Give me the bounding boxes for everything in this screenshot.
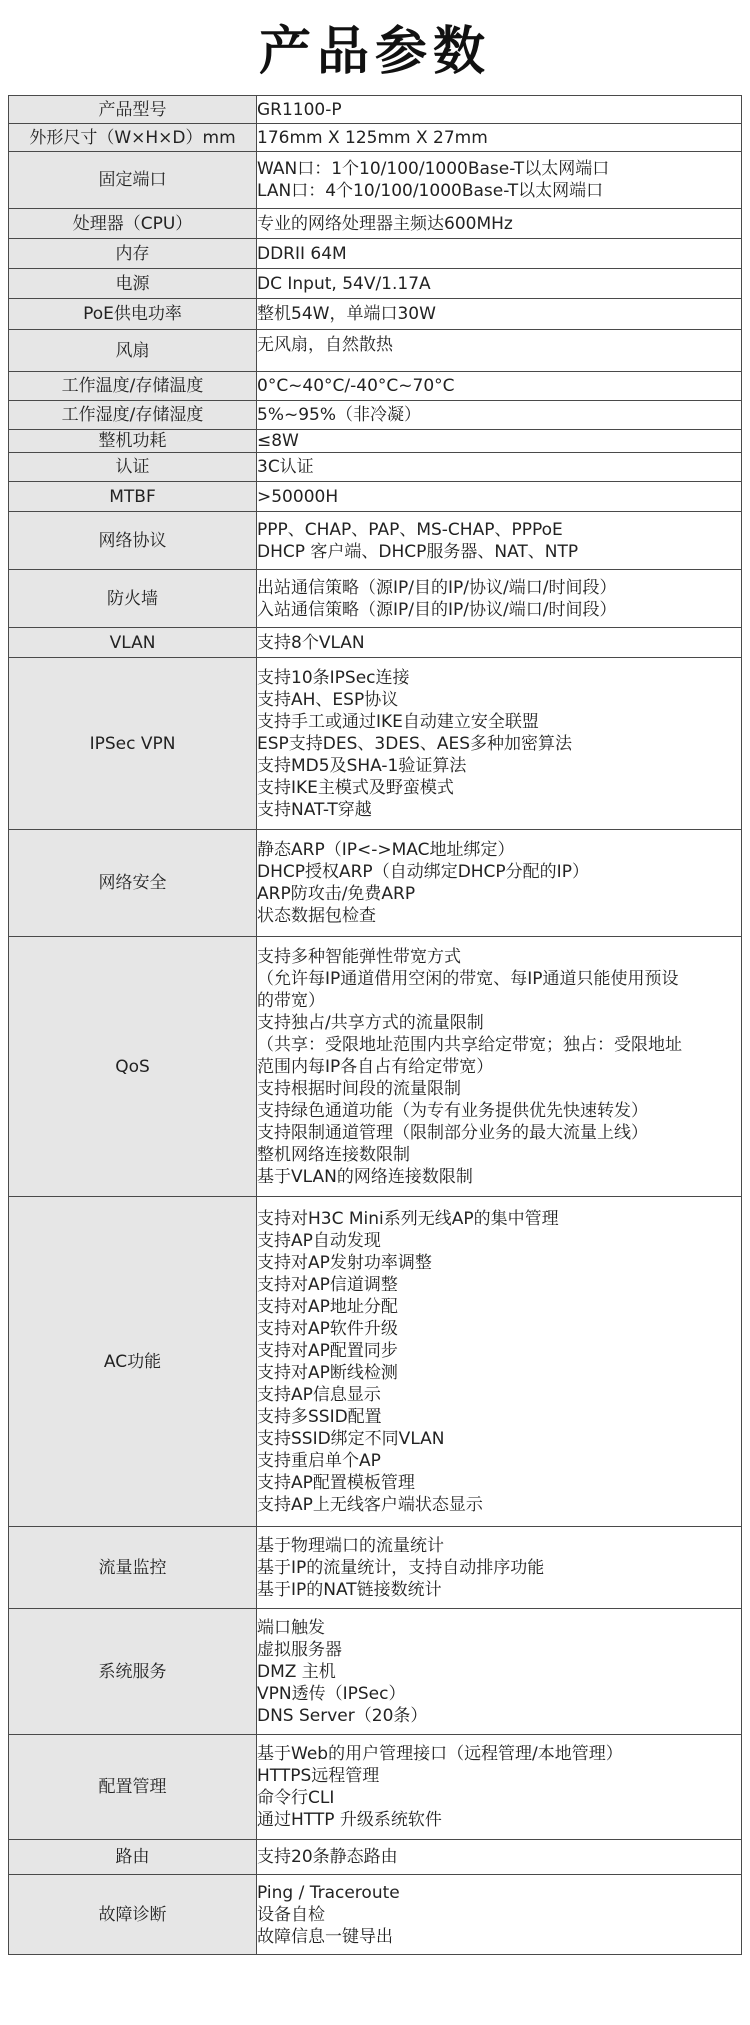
table-row <box>9 1735 742 1840</box>
row-value: DC Input, 54V/1.17A <box>257 269 742 299</box>
row-value: Ping / Traceroute 设备自检 故障信息一键导出 <box>257 1875 742 1955</box>
row-label: VLAN <box>9 628 257 658</box>
table-row <box>9 1840 742 1875</box>
row-value: 支持8个VLAN <box>257 628 742 658</box>
row-value: 支持10条IPSec连接 支持AH、ESP协议 支持手工或通过IKE自动建立安全联盟 ESP支持DES、3DES、AES多种加密算法 支持MD5及SHA-1验证算法 支持IKE主模式及野蛮模式 支持NAT-T穿越 <box>257 658 742 830</box>
table-row <box>9 830 742 937</box>
row-value: 基于物理端口的流量统计 基于IP的流量统计，支持自动排序功能 基于IP的NAT链接数统计 <box>257 1527 742 1609</box>
spec-table <box>8 95 742 1955</box>
table-row <box>9 937 742 1197</box>
table-row <box>9 269 742 299</box>
row-value: 176mm X 125mm X 27mm <box>257 124 742 152</box>
row-label: 工作湿度/存储湿度 <box>9 401 257 430</box>
row-value: 支持对H3C Mini系列无线AP的集中管理 支持AP自动发现 支持对AP发射功率调整 支持对AP信道调整 支持对AP地址分配 支持对AP软件升级 支持对AP配置同步 支持对AP断线检测 支持AP信息显示 支持多SSID配置 支持SSID绑定不同VLAN 支持重启单个AP 支持AP配置模板管理 支持AP上无线客户端状态显示 <box>257 1197 742 1527</box>
row-label: 防火墙 <box>9 570 257 628</box>
table-row <box>9 372 742 401</box>
row-label: 故障诊断 <box>9 1875 257 1955</box>
row-label: AC功能 <box>9 1197 257 1527</box>
row-value: 3C认证 <box>257 453 742 482</box>
row-value: ≤8W <box>257 430 742 453</box>
row-label: 路由 <box>9 1840 257 1875</box>
row-label: 网络安全 <box>9 830 257 937</box>
page-title: 产品参数 <box>258 21 491 82</box>
row-label: PoE供电功率 <box>9 299 257 330</box>
table-row <box>9 1609 742 1735</box>
row-label: 工作温度/存储温度 <box>9 372 257 401</box>
table-row <box>9 512 742 570</box>
table-row <box>9 482 742 512</box>
row-value: 专业的网络处理器主频达600MHz <box>257 209 742 239</box>
row-label: 固定端口 <box>9 152 257 209</box>
table-row <box>9 124 742 152</box>
row-label: 认证 <box>9 453 257 482</box>
row-label: 外形尺寸（W×H×D）mm <box>9 124 257 152</box>
row-value: >50000H <box>257 482 742 512</box>
row-value: GR1100-P <box>257 96 742 124</box>
row-value: 基于Web的用户管理接口（远程管理/本地管理） HTTPS远程管理 命令行CLI 通过HTTP 升级系统软件 <box>257 1735 742 1840</box>
table-row <box>9 1875 742 1955</box>
row-value: 整机54W，单端口30W <box>257 299 742 330</box>
table-row <box>9 299 742 330</box>
row-value: 静态ARP（IP<->MAC地址绑定） DHCP授权ARP（自动绑定DHCP分配的IP） ARP防攻击/免费ARP 状态数据包检查 <box>257 830 742 937</box>
table-row <box>9 209 742 239</box>
table-row <box>9 239 742 269</box>
table-row <box>9 570 742 628</box>
row-label: IPSec VPN <box>9 658 257 830</box>
row-label: 电源 <box>9 269 257 299</box>
table-row <box>9 658 742 830</box>
table-row <box>9 401 742 430</box>
table-row <box>9 1527 742 1609</box>
row-label: 内存 <box>9 239 257 269</box>
table-row <box>9 628 742 658</box>
row-label: MTBF <box>9 482 257 512</box>
row-label: 系统服务 <box>9 1609 257 1735</box>
row-label: 配置管理 <box>9 1735 257 1840</box>
row-label: 整机功耗 <box>9 430 257 453</box>
row-label: 处理器（CPU） <box>9 209 257 239</box>
row-value: 支持20条静态路由 <box>257 1840 742 1875</box>
row-label: 流量监控 <box>9 1527 257 1609</box>
table-row <box>9 1197 742 1527</box>
row-value: 支持多种智能弹性带宽方式 （允许每IP通道借用空闲的带宽、每IP通道只能使用预设 的带宽） 支持独占/共享方式的流量限制 （共享：受限地址范围内共享给定带宽；独占：受限地址 范围内每IP各自占有给定带宽） 支持根据时间段的流量限制 支持绿色通道功能（为专有业务提供优先快速转发） 支持限制通道管理（限制部分业务的最大流量上线） 整机网络连接数限制 基于VLAN的网络连接数限制 <box>257 937 742 1197</box>
row-value: 出站通信策略（源IP/目的IP/协议/端口/时间段） 入站通信策略（源IP/目的IP/协议/端口/时间段） <box>257 570 742 628</box>
table-row <box>9 96 742 124</box>
table-row <box>9 152 742 209</box>
row-label: 风扇 <box>9 330 257 372</box>
row-label: 网络协议 <box>9 512 257 570</box>
table-row <box>9 330 742 372</box>
row-value: 5%~95%（非冷凝） <box>257 401 742 430</box>
row-label: QoS <box>9 937 257 1197</box>
table-row <box>9 430 742 453</box>
row-label: 产品型号 <box>9 96 257 124</box>
row-value: WAN口：1个10/100/1000Base-T以太网端口 LAN口：4个10/100/1000Base-T以太网端口 <box>257 152 742 209</box>
row-value: 无风扇，自然散热 <box>257 330 742 372</box>
row-value: 端口触发 虚拟服务器 DMZ 主机 VPN透传（IPSec） DNS Server（20条） <box>257 1609 742 1735</box>
row-value: PPP、CHAP、PAP、MS-CHAP、PPPoE DHCP 客户端、DHCP服务器、NAT、NTP <box>257 512 742 570</box>
row-value: DDRII 64M <box>257 239 742 269</box>
row-value: 0°C~40°C/-40°C~70°C <box>257 372 742 401</box>
table-row <box>9 453 742 482</box>
